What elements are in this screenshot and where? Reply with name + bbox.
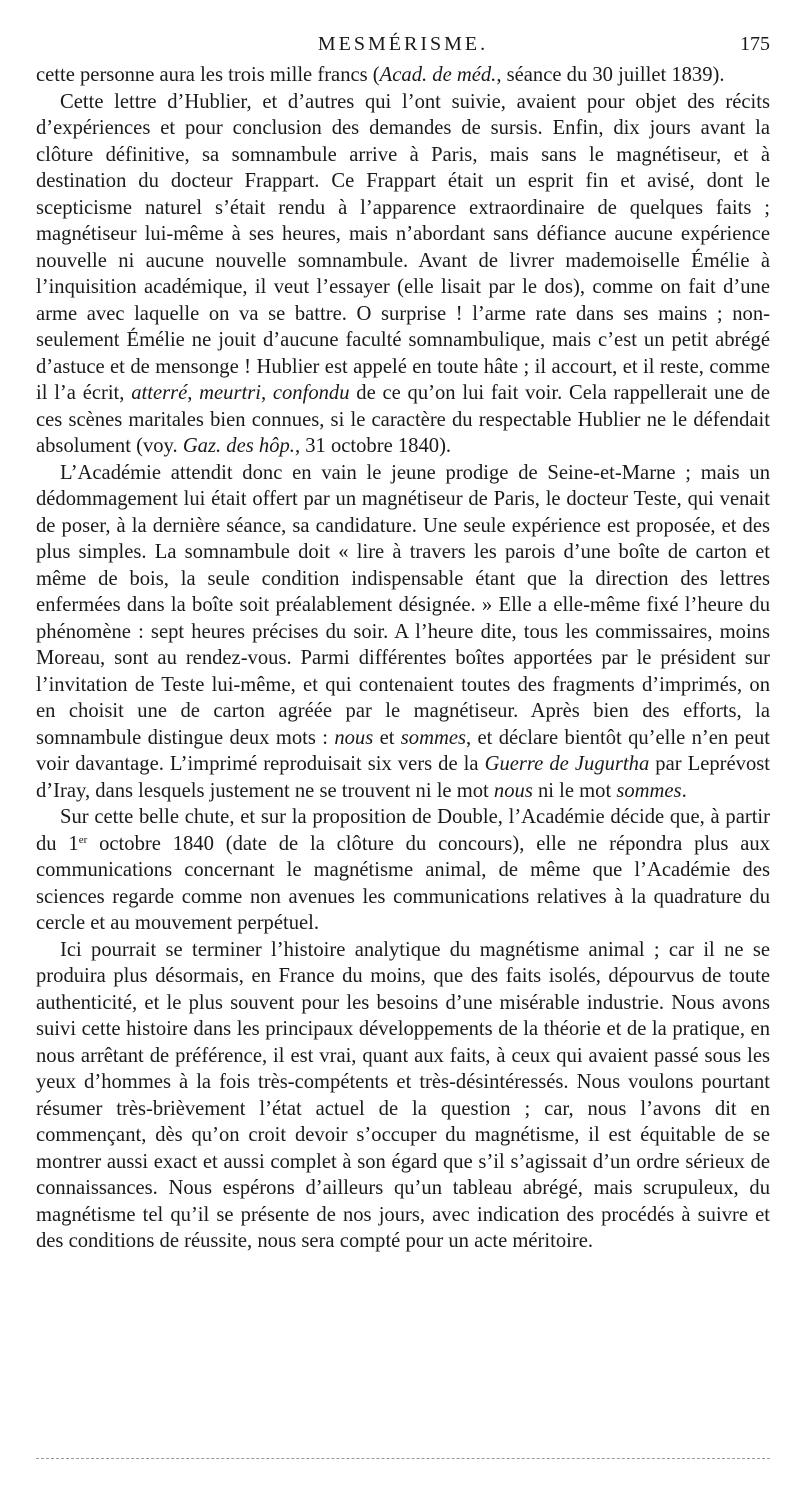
paragraph-2	[36, 89, 770, 460]
text-run: et	[373, 726, 401, 749]
citation-italic: Gaz. des hôp.	[182, 435, 295, 457]
title-italic: Guerre de Jugurtha	[484, 753, 650, 775]
text-run: Cette lettre d’Hublier, et d’autres qui l’ont suivie, avaient pour objet des récits d’expériences et pour conclusion des demandes de sursis. Enfin, dix jours avant la clôture définitive, sa somnambule arrive à Paris, mais sans le magnétiseur, et à destination du docteur Frappart. Ce Frappart était un esprit fin et avisé, dont le scepticisme naturel s’était rendu à l’apparence extraordinaire de quelques faits ; magnétiseur lui-même à ses heures, mais n’abordant sans défiance aucune expérience nouvelle ni aucune nouvelle somnambule. Avant de livrer mademoiselle Émélie à l’inquisition académique, il veut l’essayer (elle lisait par le dos), comme on fait d’une arme avec laquelle on va se battre. O surprise ! l’arme rate dans ses mains ; non-seulement Émélie ne jouit d’aucune faculté somnambulique, mais c’est un petit abrégé d’astuce et de mensonge ! Hublier est appelé en toute hâte ; il accourt, et il reste, comme il l’a écrit,	[36, 90, 770, 404]
footer-dotted-rule	[36, 1458, 770, 1459]
text-run: par Leprévost d’Iray, dans lesquels justement ne se trouvent ni le mot	[36, 753, 771, 802]
paragraph-1	[36, 62, 770, 89]
paragraph-5	[36, 937, 770, 1255]
word-italic: sommes	[616, 779, 682, 802]
paragraph-4	[36, 804, 770, 937]
citation-italic: Acad. de méd.	[379, 64, 497, 86]
text-run: , séance du 30 juillet 1839).	[496, 64, 725, 86]
text-run: .	[681, 779, 687, 802]
page-number: 175	[740, 33, 770, 55]
text-run: , 31 octobre 1840).	[294, 435, 452, 457]
word-italic: nous	[493, 779, 533, 802]
paragraph-3	[36, 460, 770, 805]
word-italic: sommes	[400, 726, 467, 749]
word-italic: nous	[334, 726, 374, 749]
text-run: octobre 1840 (date de la clôture du concours), elle ne répondra plus aux communications concernant le magnétisme animal, de même que l’Académie des sciences regarde comme non avenues les communications relatives à la quadrature du cercle et au mouvement perpétuel.	[36, 832, 770, 934]
text-run: cette personne aura les trois mille francs (	[36, 64, 380, 86]
text-run: ni le mot	[532, 779, 617, 802]
text-run: , et déclare bientôt qu’elle n’en peut voir davantage. L’imprimé reproduisait six vers de la	[36, 726, 770, 775]
text-run: L’Académie attendit donc en vain le jeune prodige de Seine-et-Marne ; mais un dédommagement lui était offert par un magnétiseur de Paris, le docteur Teste, qui venait de poser, à la dernière séance, sa candidature. Une seule expérience est proposée, et des plus simples. La somnambule doit « lire à travers les parois d’une boîte de carton et même de bois, la seule condition indispensable étant que la direction des lettres enfermées dans la boîte soit préalablement désignée. » Elle a elle-même fixé l’heure du phénomène : sept heures précises du soir. A l’heure dite, tous les commissaires, moins Moreau, sont au rendez-vous. Parmi différentes boîtes apportées par le président sur l’invitation de Teste lui-même, et qui contenaient toutes des fragments d’imprimés, on en choisit une de carton agréée par le magnétiseur. Après bien des efforts, la somnambule distingue deux mots :	[36, 461, 770, 749]
quote-italic: atterré, meurtri, confondu	[131, 382, 350, 404]
text-run: Ici pourrait se terminer l’histoire analytique du magnétisme animal ; car il ne se produira plus désormais, en France du moins, que des faits isolés, dépourvus de toute authenticité, et le plus souvent pour les besoins d’une misérable industrie. Nous avons suivi cette histoire dans les principaux développements de la théorie et de la pratique, en nous arrêtant de préférence, il est vrai, quant aux faits, à ceux qui avaient passé sous les yeux d’hommes à la fois très-compétents et très-désintéressés. Nous voulons pourtant résumer très-brièvement l’état actuel de la question ; car, nous l’avons dit en commençant, dès qu’on croit devoir s’occuper du magnétisme, il est équitable de se montrer aussi exact et aussi complet à son égard que s’il s’agissait d’un ordre sérieux de connaissances. Nous espérons d’ailleurs qu’un tableau abrégé, mais scrupuleux, du magnétisme tel qu’il se présente de nos jours, avec indication des procédés à suivre et des conditions de réussite, nous sera compté pour un acte méritoire.	[36, 938, 770, 1252]
text-run: Sur cette belle chute, et sur la proposition de Double, l’Académie décide que, à partir du 1	[36, 806, 770, 855]
body-text	[36, 62, 770, 1255]
page-header	[36, 30, 770, 58]
running-title: MESMÉRISME.	[317, 33, 489, 55]
ordinal-superscript: er	[78, 833, 88, 846]
text-run: de ce qu’on lui fait voir. Cela rappellerait une de ces scènes maritales bien connues, si le caractère du respectable Hublier ne le défendait absolument (voy.	[36, 382, 770, 457]
